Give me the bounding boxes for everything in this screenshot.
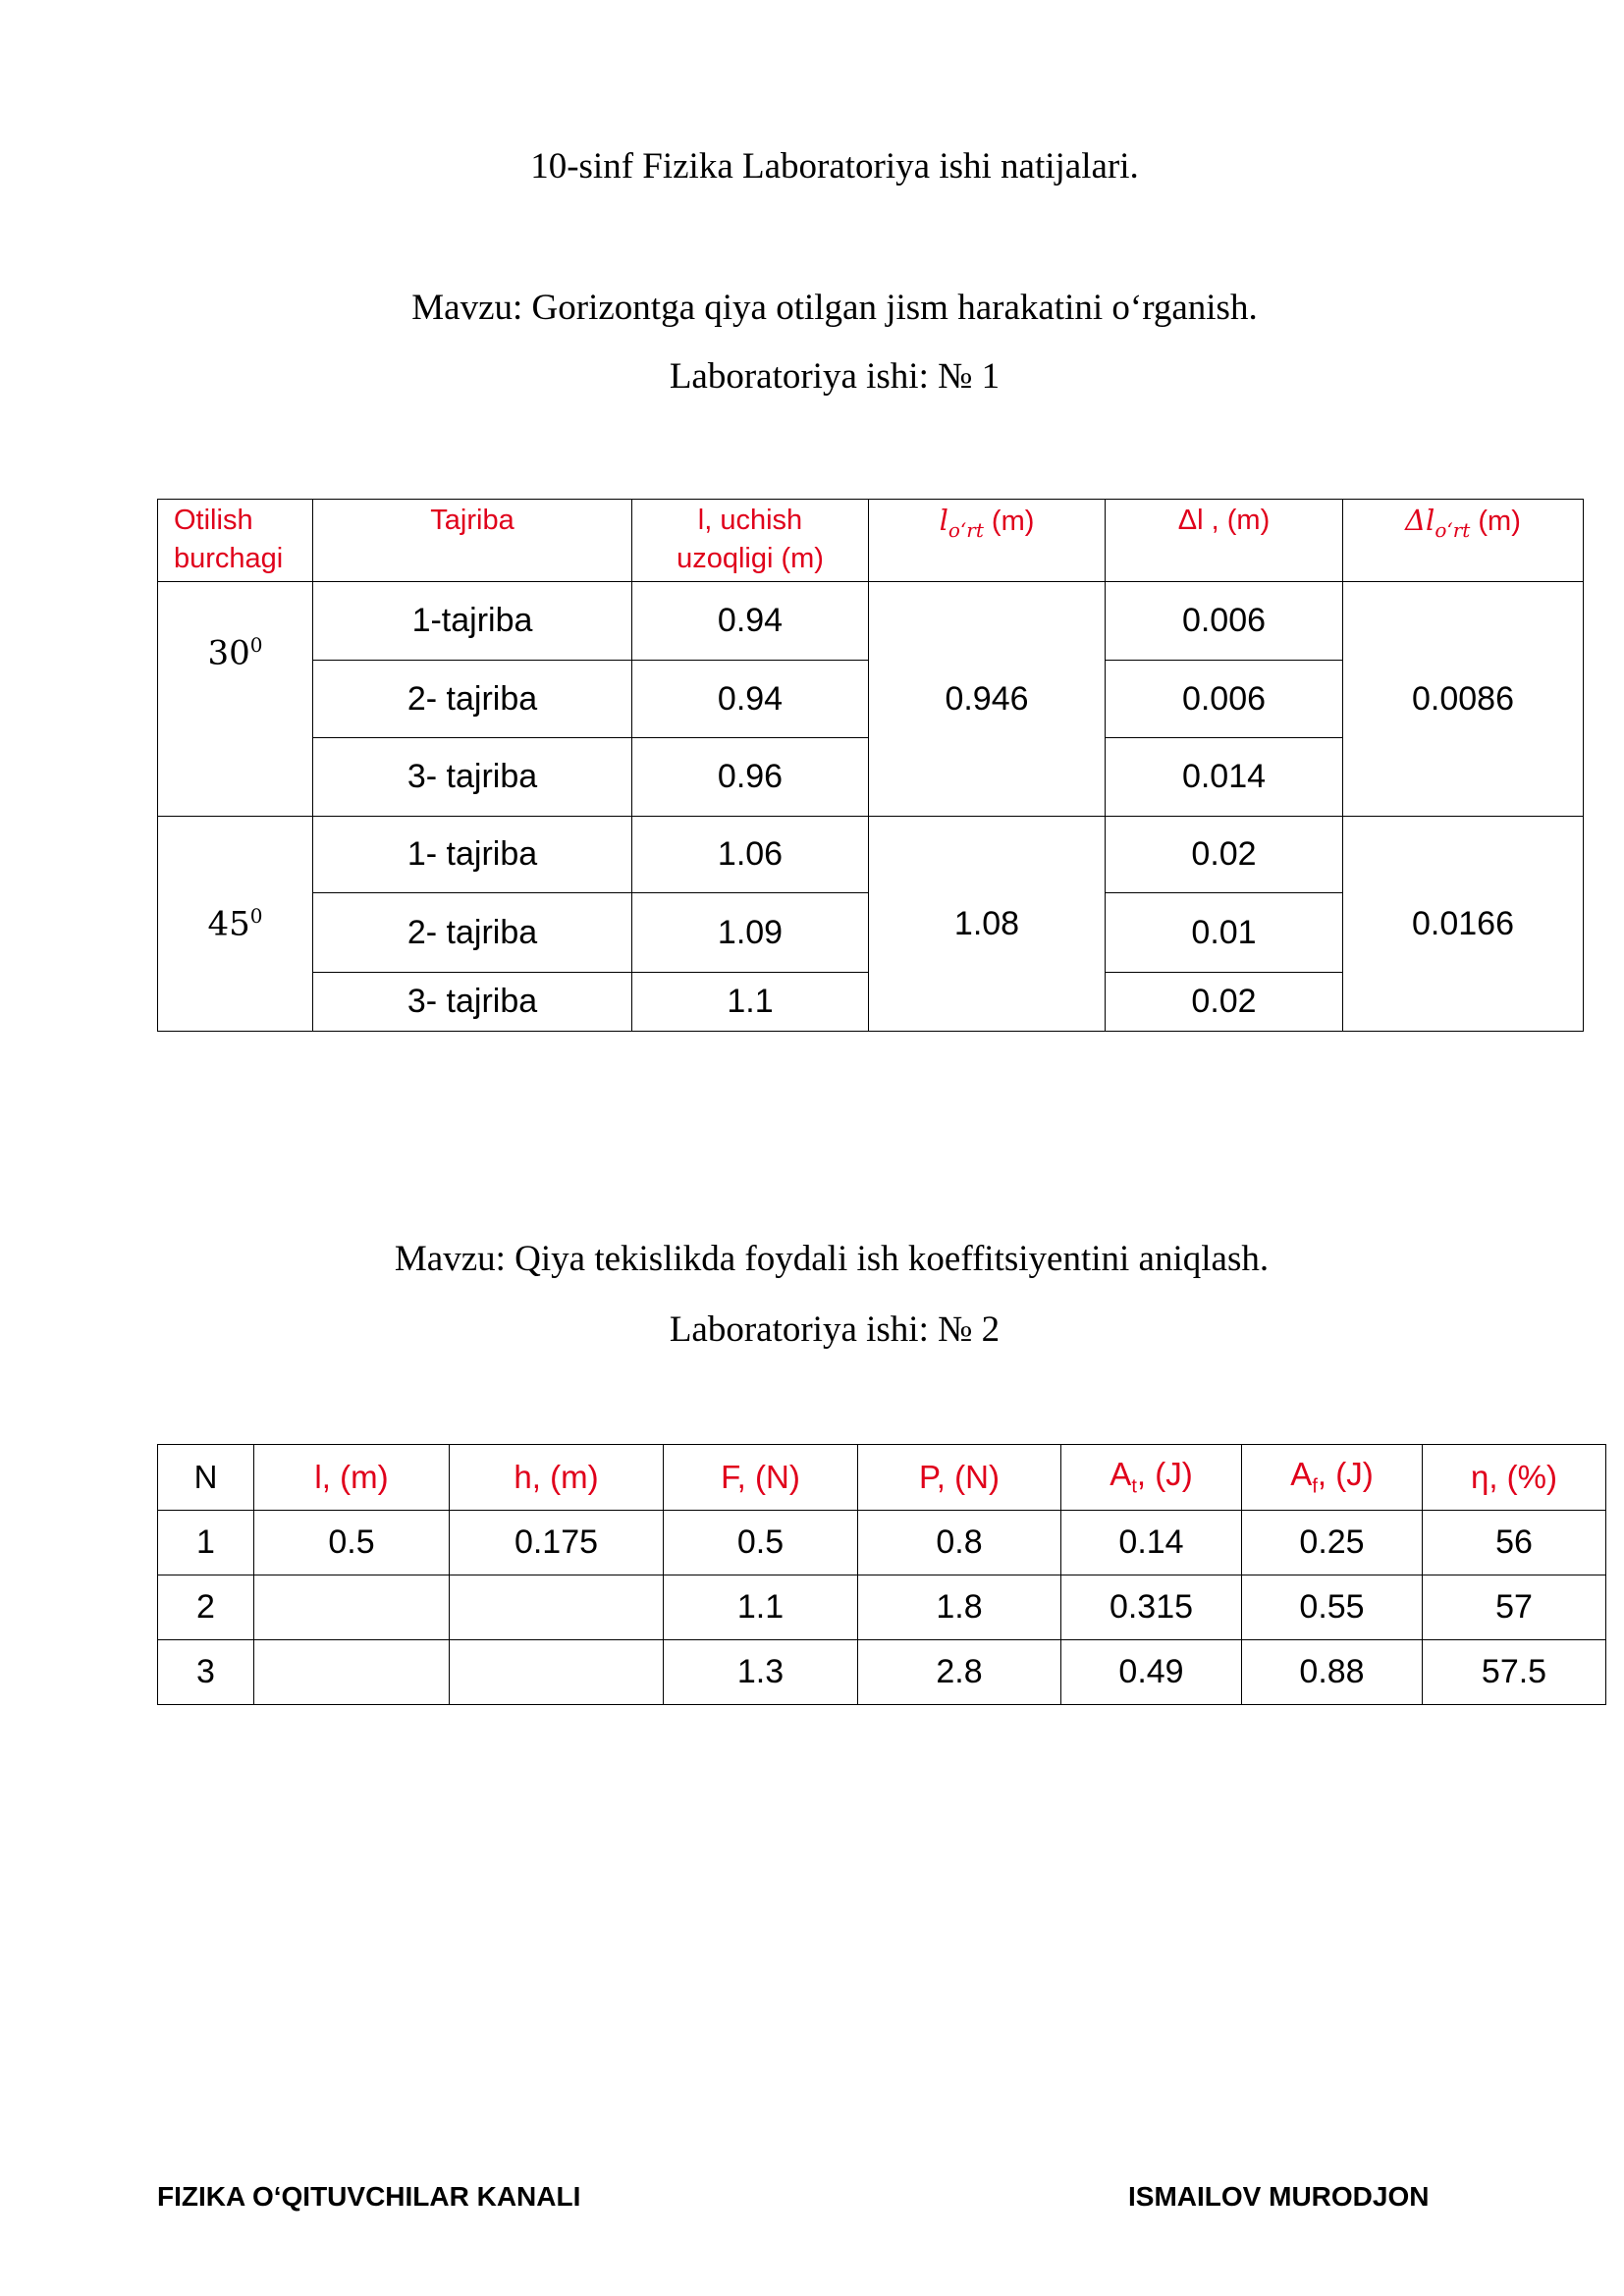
delta-cell: 0.02: [1106, 817, 1343, 893]
footer-channel: FIZIKA O‘QITUVCHILAR KANALI: [157, 2181, 581, 2212]
cell-length: [254, 1640, 450, 1705]
cell-n: 1: [158, 1511, 254, 1575]
average-distance-cell: 1.08: [869, 817, 1106, 1032]
header-trial: Tajriba: [313, 500, 632, 582]
distance-cell: 0.94: [632, 582, 869, 661]
delta-cell: 0.006: [1106, 661, 1343, 738]
distance-cell: 0.94: [632, 661, 869, 738]
cell-total-work: 0.315: [1061, 1575, 1242, 1640]
lab2-number: Laboratoriya ishi: № 2: [669, 1309, 1001, 1350]
delta-average-cell: 0.0166: [1343, 817, 1584, 1032]
table-header-row: [158, 1445, 1606, 1511]
cell-total-work: 0.49: [1061, 1640, 1242, 1705]
header-distance: l, uchish uzoqligi (m): [632, 500, 869, 582]
cell-useful-work: 0.25: [1242, 1511, 1423, 1575]
cell-height: [450, 1575, 664, 1640]
table-row: [158, 1575, 1606, 1640]
lab1-results-table: [157, 499, 1584, 1032]
header-average-distance: $l_{o‘rt}$ (m): [869, 500, 1106, 582]
trial-cell: 2- tajriba: [313, 661, 632, 738]
cell-weight: 2.8: [858, 1640, 1061, 1705]
delta-cell: 0.02: [1106, 973, 1343, 1032]
distance-cell: 0.96: [632, 738, 869, 817]
lab1-number: Laboratoriya ishi: № 1: [669, 356, 1001, 397]
angle-cell: $45^0$: [158, 817, 313, 1032]
cell-weight: 1.8: [858, 1575, 1061, 1640]
cell-efficiency: 57: [1423, 1575, 1606, 1640]
trial-cell: 1-tajriba: [313, 582, 632, 661]
lab1-topic: Mavzu: Gorizontga qiya otilgan jism harakatini o‘rganish.: [411, 288, 1258, 328]
table-header-row: [158, 500, 1584, 582]
cell-height: [450, 1640, 664, 1705]
table-row: [158, 817, 1584, 893]
trial-cell: 1- tajriba: [313, 817, 632, 893]
header-force: F, (N): [664, 1445, 858, 1511]
distance-cell: 1.06: [632, 817, 869, 893]
header-length: l, (m): [254, 1445, 450, 1511]
distance-cell: 1.09: [632, 893, 869, 973]
cell-force: 1.1: [664, 1575, 858, 1640]
cell-efficiency: 57.5: [1423, 1640, 1606, 1705]
cell-total-work: 0.14: [1061, 1511, 1242, 1575]
cell-useful-work: 0.55: [1242, 1575, 1423, 1640]
lab2-results-table: [157, 1444, 1606, 1705]
header-useful-work: $A_f$, (J): [1242, 1445, 1423, 1511]
table-row: [158, 1640, 1606, 1705]
delta-average-cell: 0.0086: [1343, 582, 1584, 817]
cell-efficiency: 56: [1423, 1511, 1606, 1575]
distance-cell: 1.1: [632, 973, 869, 1032]
delta-cell: 0.014: [1106, 738, 1343, 817]
header-angle: Otilish burchagi: [158, 500, 313, 582]
footer-author: ISMAILOV MURODJON: [1128, 2181, 1430, 2212]
cell-n: 2: [158, 1575, 254, 1640]
lab2-topic: Mavzu: Qiya tekislikda foydali ish koeffitsiyentini aniqlash.: [394, 1239, 1270, 1279]
header-delta: Δl , (m): [1106, 500, 1343, 582]
cell-n: 3: [158, 1640, 254, 1705]
cell-useful-work: 0.88: [1242, 1640, 1423, 1705]
table-row: [158, 582, 1584, 661]
cell-length: 0.5: [254, 1511, 450, 1575]
header-weight: P, (N): [858, 1445, 1061, 1511]
angle-cell: $30^0$: [158, 582, 313, 817]
cell-length: [254, 1575, 450, 1640]
trial-cell: 2- tajriba: [313, 893, 632, 973]
cell-weight: 0.8: [858, 1511, 1061, 1575]
delta-cell: 0.01: [1106, 893, 1343, 973]
average-distance-cell: 0.946: [869, 582, 1106, 817]
header-delta-average: $\Delta l_{o‘rt}$ (m): [1343, 500, 1584, 582]
header-total-work: $A_t$, (J): [1061, 1445, 1242, 1511]
cell-force: 1.3: [664, 1640, 858, 1705]
cell-height: 0.175: [450, 1511, 664, 1575]
table-row: [158, 1511, 1606, 1575]
page-title: 10-sinf Fizika Laboratoriya ishi natijalari.: [530, 146, 1139, 187]
trial-cell: 3- tajriba: [313, 973, 632, 1032]
cell-force: 0.5: [664, 1511, 858, 1575]
header-height: h, (m): [450, 1445, 664, 1511]
header-n: N: [158, 1445, 254, 1511]
header-efficiency: η, (%): [1423, 1445, 1606, 1511]
delta-cell: 0.006: [1106, 582, 1343, 661]
trial-cell: 3- tajriba: [313, 738, 632, 817]
